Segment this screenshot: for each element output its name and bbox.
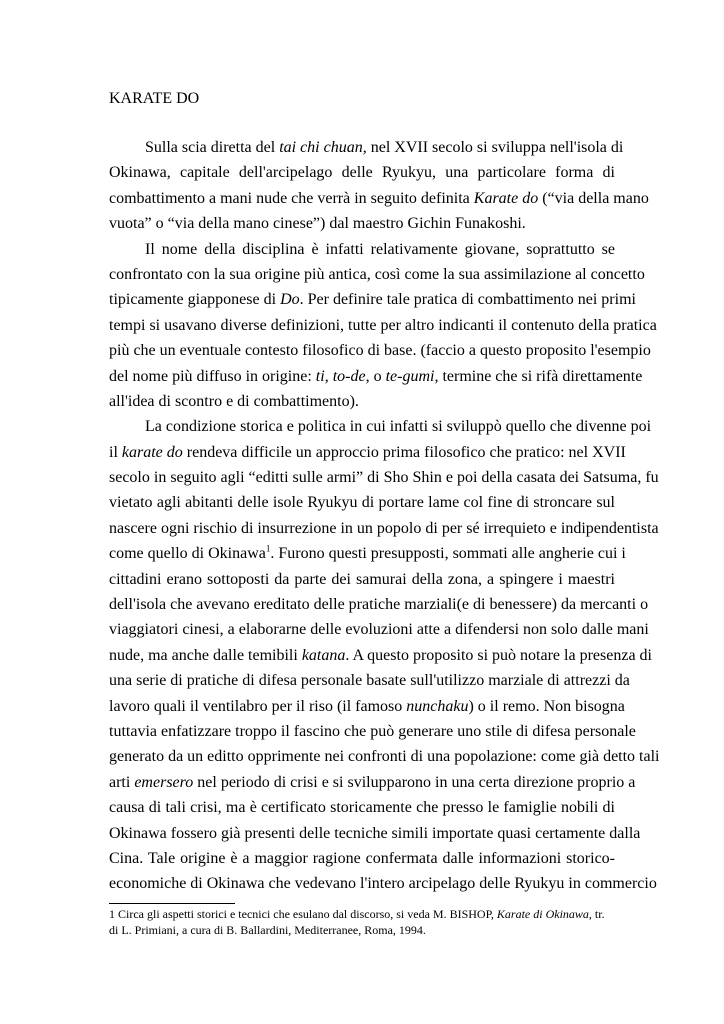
text-line [109,541,626,566]
text-run: Il nome della disciplina è infatti relativamente giovane, soprattutto se [145,240,615,258]
footnote-separator [109,903,235,904]
text-line [109,389,615,414]
text-line [109,287,636,312]
text-run: lavoro quali il ventilabro per il riso (il famoso [109,697,407,715]
text-line [109,135,624,160]
italic-term: emersero [134,773,194,791]
text-line [109,592,649,617]
text-line [109,770,636,795]
text-run: più che un eventuale contesto filosofico di base. (faccio a questo proposito l'esempio [109,342,651,360]
body-text [109,135,660,897]
text-line [109,694,625,719]
text-run: confrontato con la sua origine più antica, così come la sua assimilazione al concetto [109,265,645,283]
text-run: nude, ma anche dalle temibili [109,646,302,664]
text-line [109,846,615,871]
text-run: tempi si usavano diverse definizioni, tutte per altro indicanti il contenuto della pratica [109,316,657,334]
text-run: il [109,443,122,461]
text-line [109,414,652,439]
italic-term: Do [280,291,300,309]
italic-term: Karate do [473,189,539,207]
text-run: . Per definire tale pratica di combattimento nei primi [299,291,636,309]
text-run: viaggiatori cinesi, a elaborarne delle evoluzioni atte a difendersi non solo dalle mani [109,621,649,639]
text-line [109,567,615,592]
text-line [109,338,651,363]
text-run: . Furono questi presupposti, sommati alle angherie cui i [270,545,626,563]
text-line [109,364,643,389]
text-run: dell'isola che avevano ereditato delle pratiche marziali(e di benessere) da mercanti o [109,596,649,614]
text-run: vuota” o “via della mano cinese”) dal maestro Gichin Funakoshi. [109,215,526,233]
text-run: Sulla scia diretta del [145,139,280,156]
text-run: , o [365,367,386,385]
text-run: Cina. Tale origine è a maggior ragione confermata dalle informazioni storico- [109,849,615,867]
italic-term: tai chi chuan [279,139,363,156]
text-line [109,821,641,846]
text-run: secolo in seguito agli “editti sulle armi” di Sho Shin e poi della casata dei Satsuma, fu [109,469,659,487]
text-line [109,313,657,338]
italic-term: katana [301,646,346,664]
italic-term: nunchaku [406,697,469,715]
text-run: arti [109,773,135,791]
text-line [109,871,657,896]
text-run: Okinawa fossero già presenti delle tecniche simili importate quasi certamente dalla [109,824,641,842]
text-run: (“via della mano [538,189,649,207]
text-line [109,465,659,490]
text-line [109,668,630,693]
text-run: nel periodo di crisi e si svilupparono in una certa direzione proprio a [193,773,636,791]
text-line [109,795,615,820]
text-run: rendeva difficile un approccio prima filosofico che pratico: nel XVII [182,443,626,461]
text-run: generato da un editto opprimente nei confronti di una popolazione: come già detto tali [109,748,660,766]
text-line [109,262,645,287]
italic-term: te-gumi [385,367,435,385]
text-run: all'idea di scontro e di combattimento). [109,392,359,410]
text-run: , termine che si rifà direttamente [434,367,643,385]
text-run: tipicamente giapponese di [109,291,281,309]
italic-term: karate do [121,443,183,461]
text-run: combattimento a mani nude che verrà in seguito definita [109,189,474,207]
text-line [109,186,649,211]
italic-term: ti [315,367,325,385]
text-run: cittadini erano sottoposti da parte dei samurai della zona, a spingere i maestri [109,570,615,588]
text-run: , tr. [588,907,605,921]
text-line [109,516,659,541]
text-run: economiche di Okinawa che vedevano l'intero arcipelago delle Ryukyu in commercio [109,875,657,893]
text-run: come quello di Okinawa [109,545,266,563]
text-line [109,490,615,515]
text-run: una serie di pratiche di difesa personale basate sull'utilizzo marziale di attrezzi da [109,672,630,690]
text-run: tuttavia enfatizzare troppo il fascino che può generare uno stile di difesa personale [109,722,636,740]
text-run: nascere ogni rischio di insurrezione in un popolo di per sé irrequieto e indipendentista [109,519,659,537]
text-run: vietato agli abitanti delle isole Ryukyu di portare lame col fine di stroncare sul [109,494,615,512]
text-line [109,440,626,465]
text-run: , nel XVII secolo si sviluppa nell'isola di [362,139,624,156]
text-run: causa di tali crisi, ma è certificato storicamente che presso le famiglie nobili di [109,799,615,817]
text-line [109,617,649,642]
text-run: . A questo proposito si può notare la presenza di [345,646,652,664]
text-line [109,237,615,262]
footnote-line [109,907,615,923]
text-line [109,643,652,668]
text-run: 1 Circa gli aspetti storici e tecnici che esulano dal discorso, si veda M. BISHOP, [109,907,497,921]
footnote [109,907,615,938]
text-run: ) o il remo. Non bisogna [468,697,625,715]
text-run: del nome più diffuso in origine: [109,367,316,385]
text-run: Okinawa, capitale dell'arcipelago delle Ryukyu, una particolare forma di [109,164,615,182]
footnote-line [109,923,615,939]
document-title: KARATE DO [109,90,200,107]
text-line [109,719,636,744]
text-line [109,744,660,769]
text-run: , [324,367,333,385]
text-run: La condizione storica e politica in cui infatti si sviluppò quello che divenne poi [145,418,652,436]
text-run: di L. Primiani, a cura di B. Ballardini, Mediterranee, Roma, 1994. [109,922,426,937]
text-line [109,160,615,185]
footnote-reference: 1 [265,543,271,554]
italic-term: Karate di Okinawa [496,907,589,921]
text-line [109,211,615,236]
italic-term: to-de [332,367,366,385]
